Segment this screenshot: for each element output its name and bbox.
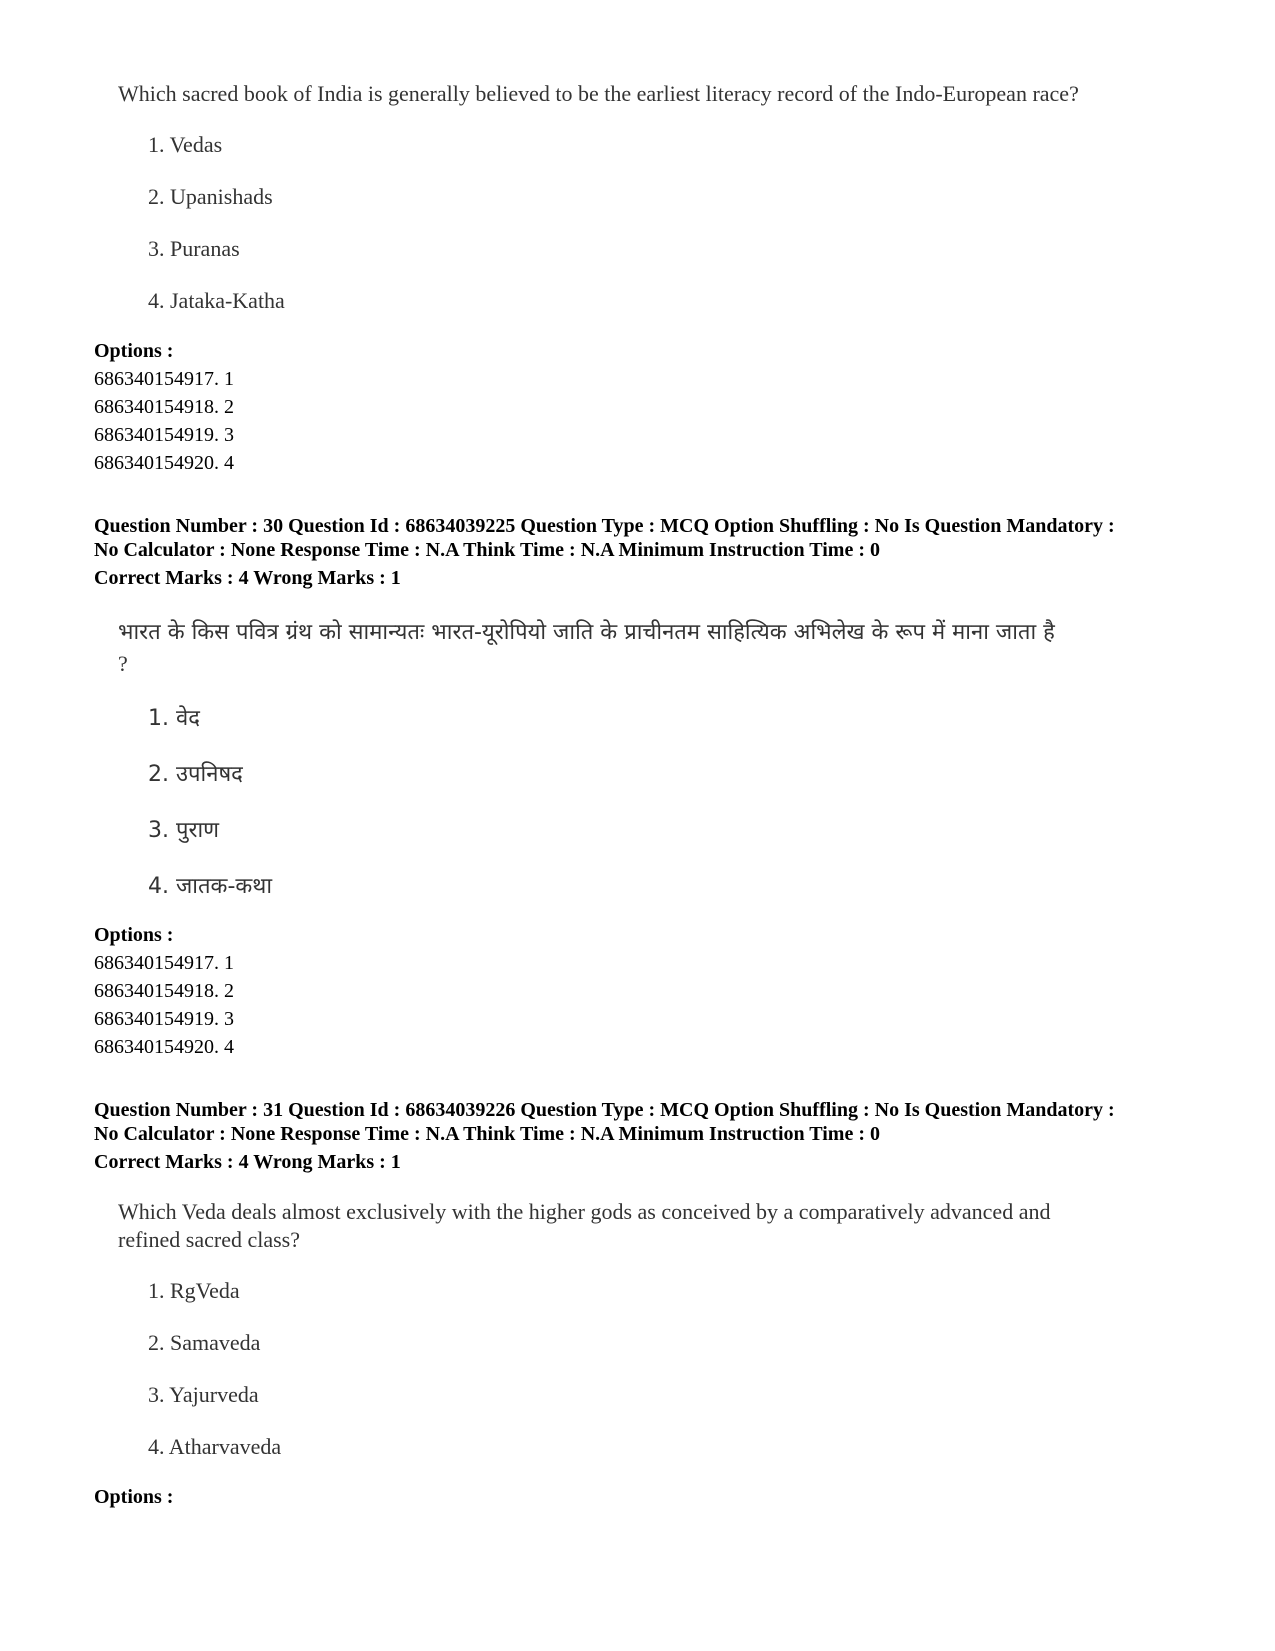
- question-text-line2: refined sacred class?: [118, 1227, 301, 1252]
- option-id-1: 686340154917. 1: [94, 952, 234, 974]
- choice-2: 2. Samaveda: [148, 1330, 261, 1355]
- option-id-3: 686340154919. 3: [94, 424, 234, 446]
- option-id-4: 686340154920. 4: [94, 1036, 234, 1058]
- option-id-1: 686340154917. 1: [94, 368, 234, 390]
- question-text-line1: भारत के किस पवित्र ग्रंथ को सामान्यतः भारत-यूरोपियो जाति के प्राचीनतम साहित्यिक अभिलेख के रूप में माना जाता है: [118, 620, 1055, 645]
- choice-3: 3. पुराण: [148, 818, 220, 843]
- question-meta-line2: No Calculator : None Response Time : N.A Think Time : N.A Minimum Instruction Time : 0: [94, 539, 880, 561]
- choice-4: 4. जातक-कथा: [148, 874, 273, 899]
- question-meta-line2: No Calculator : None Response Time : N.A Think Time : N.A Minimum Instruction Time : 0: [94, 1123, 880, 1145]
- question-meta-line1: Question Number : 30 Question Id : 68634039225 Question Type : MCQ Option Shuffling : No Is Question Mandatory :: [94, 515, 1115, 537]
- question-marks: Correct Marks : 4 Wrong Marks : 1: [94, 567, 401, 589]
- options-label: Options :: [94, 1486, 174, 1508]
- question-text: Which sacred book of India is generally believed to be the earliest literacy record of the Indo-European race?: [118, 81, 1079, 106]
- choice-1: 1. RgVeda: [148, 1278, 240, 1303]
- choice-3: 3. Puranas: [148, 236, 240, 261]
- choice-3: 3. Yajurveda: [148, 1382, 259, 1407]
- question-text-line2: ?: [118, 651, 128, 676]
- choice-2: 2. Upanishads: [148, 184, 273, 209]
- option-id-2: 686340154918. 2: [94, 396, 234, 418]
- options-label: Options :: [94, 340, 174, 362]
- option-id-2: 686340154918. 2: [94, 980, 234, 1002]
- choice-4: 4. Jataka-Katha: [148, 288, 285, 313]
- choice-1: 1. वेद: [148, 706, 200, 731]
- choice-4: 4. Atharvaveda: [148, 1434, 282, 1459]
- options-label: Options :: [94, 924, 174, 946]
- choice-2: 2. उपनिषद: [148, 762, 243, 787]
- choice-1: 1. Vedas: [148, 132, 223, 157]
- question-meta-line1: Question Number : 31 Question Id : 68634039226 Question Type : MCQ Option Shuffling : No Is Question Mandatory :: [94, 1099, 1115, 1121]
- question-marks: Correct Marks : 4 Wrong Marks : 1: [94, 1151, 401, 1173]
- option-id-4: 686340154920. 4: [94, 452, 234, 474]
- option-id-3: 686340154919. 3: [94, 1008, 234, 1030]
- question-text-line1: Which Veda deals almost exclusively with the higher gods as conceived by a comparatively advanced and: [118, 1199, 1051, 1224]
